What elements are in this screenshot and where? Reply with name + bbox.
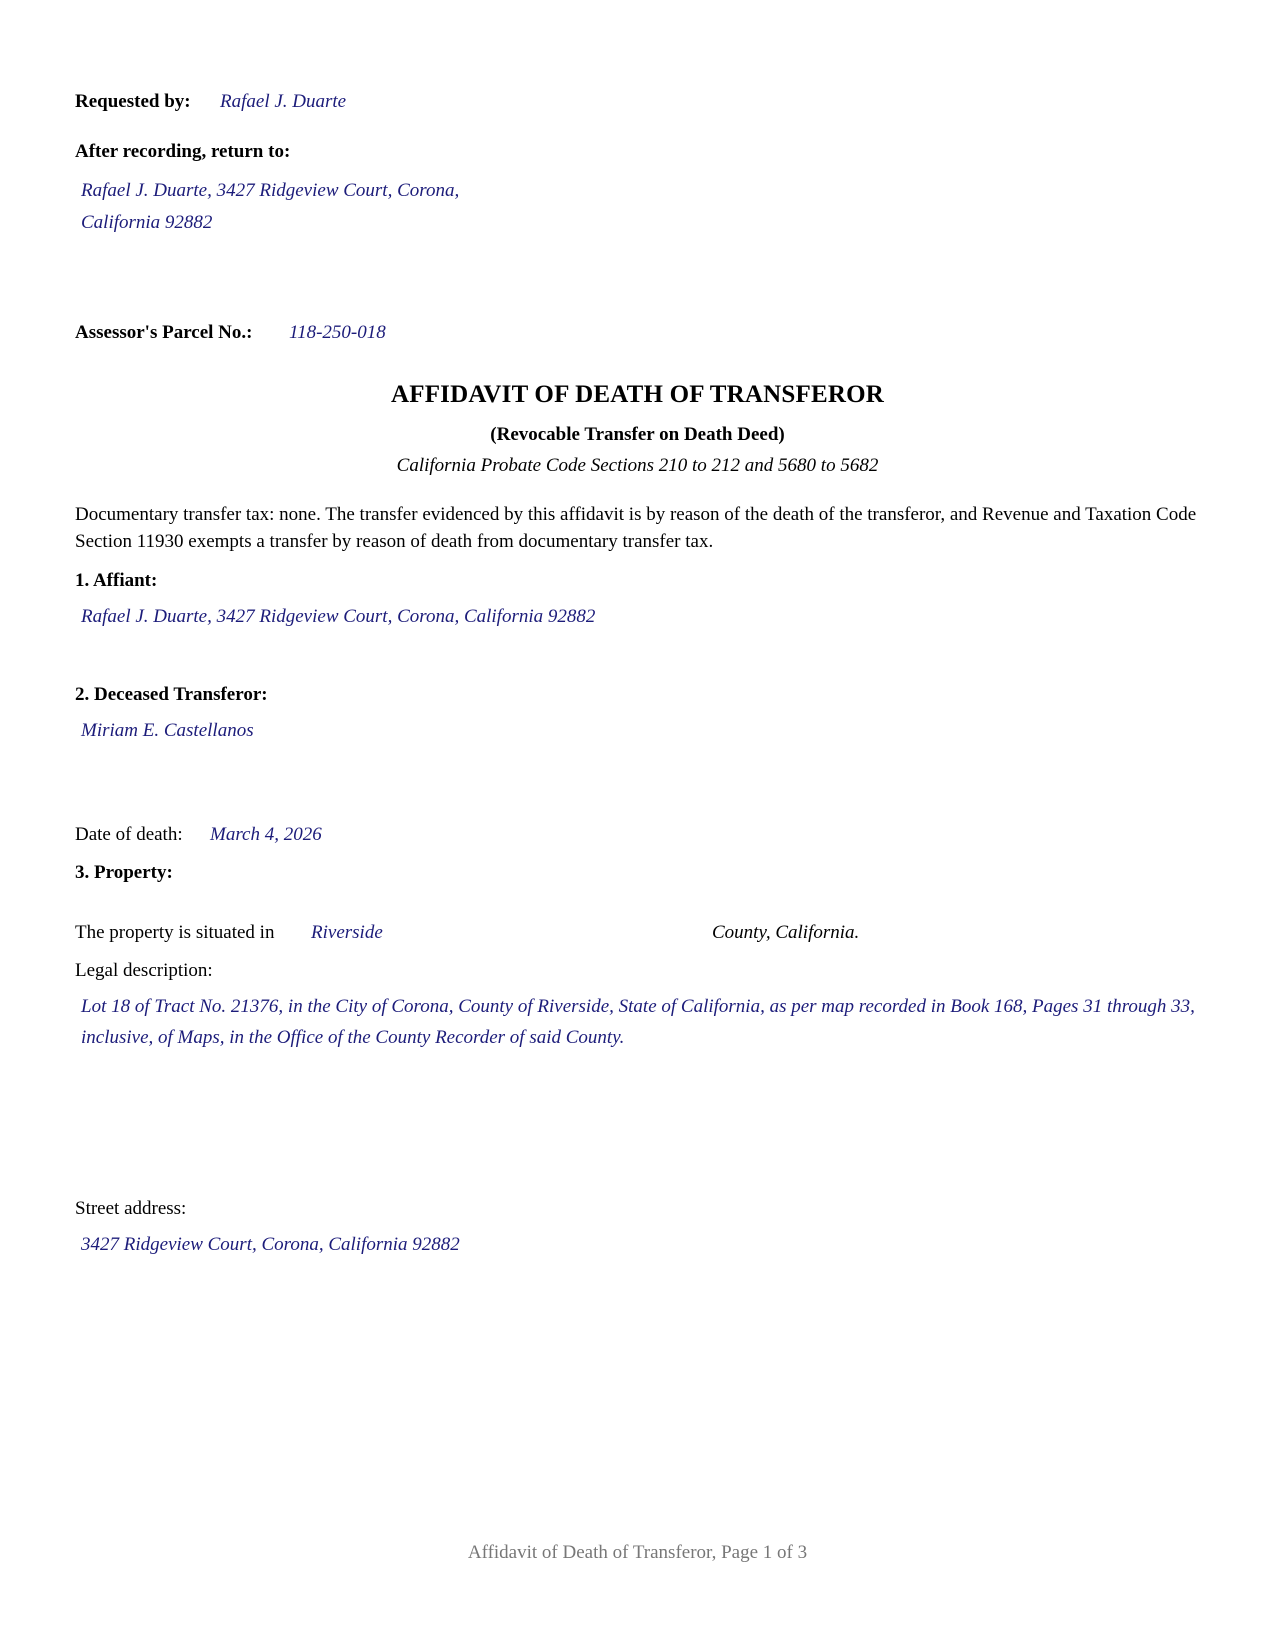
code-reference: California Probate Code Sections 210 to 212 and 5680 to 5682: [396, 455, 879, 476]
affiant-heading: 1. Affiant:: [75, 570, 158, 591]
return-to-value[interactable]: Rafael J. Duarte, 3427 Ridgeview Court, Corona, California 92882: [81, 180, 460, 233]
date-of-death-value[interactable]: March 4, 2026: [210, 824, 322, 845]
requested-by-label: Requested by:: [75, 91, 191, 112]
date-of-death-label: Date of death:: [75, 824, 183, 845]
county-suffix: County, California.: [712, 922, 860, 943]
property-heading: 3. Property:: [75, 862, 173, 883]
county-situated-label: The property is situated in: [75, 922, 275, 943]
parcel-label: Assessor's Parcel No.:: [75, 322, 253, 343]
affiant-value[interactable]: Rafael J. Duarte, 3427 Ridgeview Court, Corona, California 92882: [81, 606, 596, 627]
legal-description-value[interactable]: Lot 18 of Tract No. 21376, in the City of Corona, County of Riverside, State of California, as per map recorded in Book 168, Pages 31 through 33, inclusive, of Maps, in the Office of the County Recorder of said County.: [81, 996, 1195, 1048]
page-footer: Affidavit of Death of Transferor, Page 1 of 3: [467, 1542, 808, 1563]
document-subtitle: (Revocable Transfer on Death Deed): [490, 424, 785, 445]
street-address-value[interactable]: 3427 Ridgeview Court, Corona, California 92882: [81, 1234, 460, 1255]
tax-statement: Documentary transfer tax: none. The transfer evidenced by this affidavit is by reason of the death of the transferor, and Revenue and Taxation Code Section 11930 exempts a transfer by reason of death from documentary transfer tax.: [75, 504, 1197, 552]
return-to-label: After recording, return to:: [75, 141, 291, 162]
document-title: AFFIDAVIT OF DEATH OF TRANSFEROR: [390, 381, 885, 408]
transferor-name[interactable]: Miriam E. Castellanos: [81, 720, 254, 741]
county-value[interactable]: Riverside: [311, 922, 383, 943]
street-address-label: Street address:: [75, 1198, 187, 1219]
legal-description-label: Legal description:: [75, 960, 213, 981]
transferor-heading: 2. Deceased Transferor:: [75, 684, 268, 705]
parcel-value[interactable]: 118-250-018: [289, 322, 386, 343]
requested-by-value[interactable]: Rafael J. Duarte: [220, 91, 347, 112]
